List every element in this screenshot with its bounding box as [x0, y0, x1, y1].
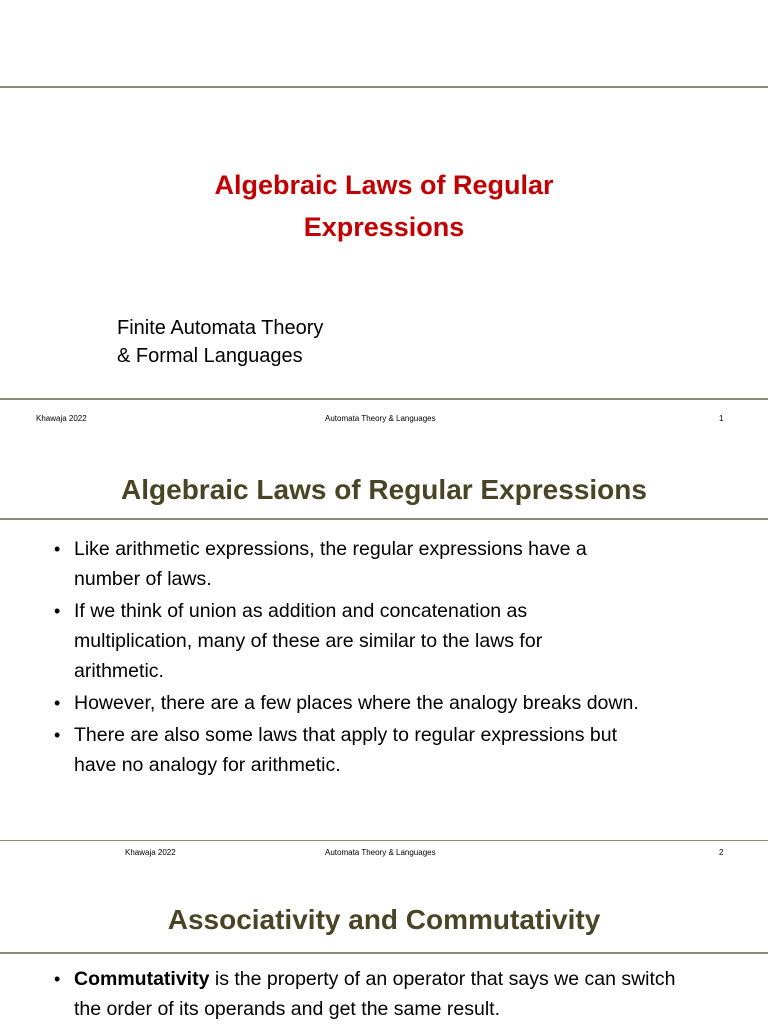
slide-2-footer-page-number: 2 [719, 848, 724, 857]
slide-1-title-line-1: Algebraic Laws of Regular [214, 170, 554, 200]
slide-2-bullet-2: • If we think of union as addition and concatenation as multiplication, many of these are similar to the laws for arithmetic. [52, 596, 732, 686]
bullet-dot-icon: • [54, 969, 61, 989]
slide-3-bullet-1: • Commutativity is the property of an operator that says we can switch the order of its operands and get the same result. [52, 964, 732, 1024]
bullet-dot-icon: • [54, 601, 61, 621]
slide-3-bullet-list [52, 964, 732, 1024]
slide-1-subtitle [117, 314, 323, 370]
slide-2-bullet-3: • However, there are a few places where the analogy breaks down. [52, 688, 732, 718]
slide-1 [0, 0, 768, 432]
slide-1-title-line-2: Expressions [303, 212, 465, 242]
slide-3-title-rule [0, 952, 768, 954]
bullet-dot-icon: • [54, 539, 61, 559]
slide-1-bottom-rule [0, 398, 768, 400]
slide-2-title: Algebraic Laws of Regular Expressions [121, 474, 647, 505]
slide-2-title-rule [0, 518, 768, 520]
slide-3-title: Associativity and Commutativity [167, 904, 601, 935]
slide-2-bullet-1: • Like arithmetic expressions, the regular expressions have a number of laws. [52, 534, 732, 594]
slide-2-bullet-list [52, 534, 732, 782]
slide-1-footer-page-number: 1 [719, 414, 724, 423]
slide-1-footer-course: Automata Theory & Languages [325, 414, 436, 423]
slide-1-subtitle-line-2: & Formal Languages [117, 345, 303, 367]
bullet-dot-icon: • [54, 725, 61, 745]
slide-2-footer-course: Automata Theory & Languages [325, 848, 436, 857]
slide-2-bottom-rule [0, 840, 768, 841]
slide-1-footer-author: Khawaja 2022 [36, 414, 87, 423]
bullet-dot-icon: • [54, 693, 61, 713]
slide-2-bullet-4: • There are also some laws that apply to regular expressions but have no analogy for arithmetic. [52, 720, 732, 780]
slide-1-top-rule [0, 86, 768, 88]
slide-1-title [0, 166, 768, 246]
commutativity-term: Commutativity [74, 968, 210, 990]
slide-1-subtitle-line-1: Finite Automata Theory [117, 317, 324, 339]
slide-2 [0, 432, 768, 864]
slide-3 [0, 864, 768, 1024]
slide-2-footer-author: Khawaja 2022 [125, 848, 176, 857]
